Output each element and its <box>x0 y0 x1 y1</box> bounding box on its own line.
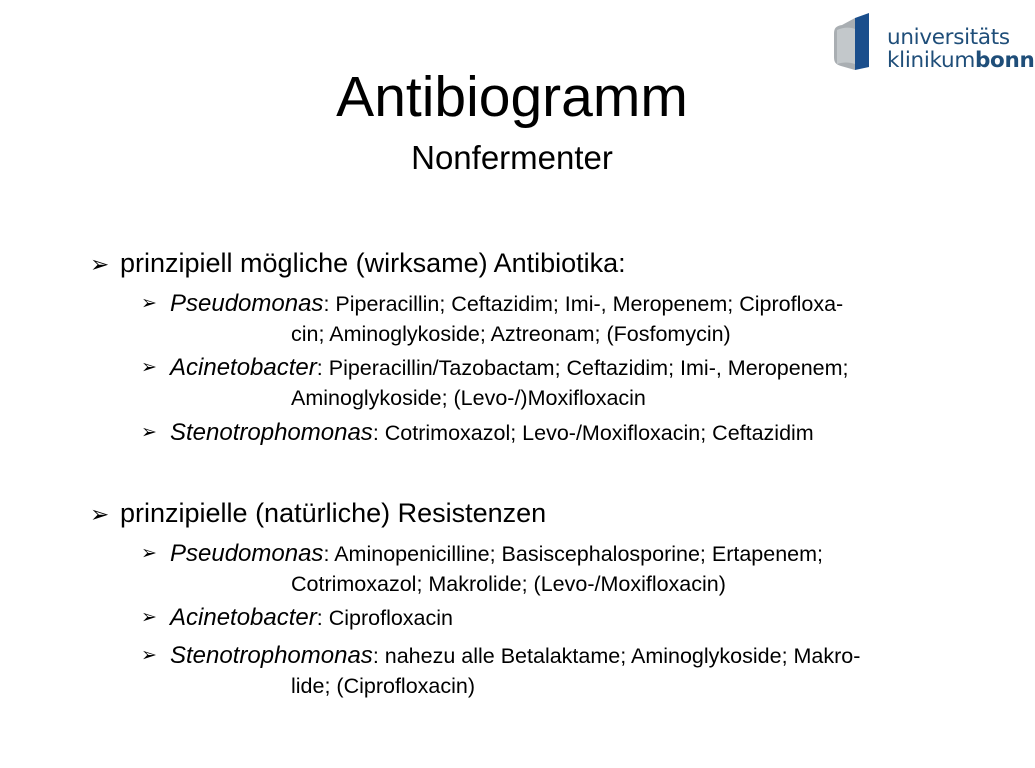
genus-name: Acinetobacter <box>170 604 317 631</box>
slide-subtitle: Nonfermenter <box>411 139 613 176</box>
list-item-line1 <box>170 641 860 671</box>
list-item-line2: Cotrimoxazol; Makrolide; (Levo-/Moxifloxacin) <box>291 572 726 596</box>
arrow-bullet-icon: ➢ <box>90 501 110 527</box>
arrow-bullet-icon: ➢ <box>141 607 157 628</box>
logo-line1: universitäts <box>887 25 1010 50</box>
logo-line2-bold: bonn <box>974 48 1035 73</box>
genus-separator: : <box>323 542 330 566</box>
arrow-bullet-icon: ➢ <box>141 357 157 378</box>
list-item-line1 <box>170 603 453 633</box>
section-heading-text: prinzipiell mögliche (wirksame) Antibiotika: <box>120 248 626 278</box>
antibiotics-text: Aminopenicilline; Basiscephalosporine; Ertapenem; <box>329 542 824 566</box>
list-item-line1 <box>170 418 814 448</box>
genus-name: Stenotrophomonas <box>170 419 373 446</box>
list-item-line2: Aminoglykoside; (Levo-/)Moxifloxacin <box>291 386 646 410</box>
genus-name: Pseudomonas <box>170 540 324 567</box>
genus-separator: : <box>316 606 323 630</box>
arrow-bullet-icon: ➢ <box>90 251 110 277</box>
list-item-line2: lide; (Ciprofloxacin) <box>291 674 476 698</box>
antibiotics-text: Piperacillin; Ceftazidim; Imi-, Meropenem; Ciprofloxa- <box>329 292 844 316</box>
list-item-line2: cin; Aminoglykoside; Aztreonam; (Fosfomycin) <box>291 322 731 346</box>
list-item-line1 <box>170 539 823 569</box>
genus-name: Pseudomonas <box>170 290 324 317</box>
arrow-bullet-icon: ➢ <box>141 645 157 666</box>
genus-name: Stenotrophomonas <box>170 642 373 669</box>
section-heading <box>90 497 546 530</box>
genus-separator: : <box>372 644 379 668</box>
genus-separator: : <box>316 356 323 380</box>
section-heading <box>90 247 626 280</box>
arrow-bullet-icon: ➢ <box>141 293 157 314</box>
slide-title: Antibiogramm <box>336 65 688 129</box>
list-item-line1 <box>170 353 849 383</box>
genus-separator: : <box>372 421 379 445</box>
genus-separator: : <box>323 292 330 316</box>
arrow-bullet-icon: ➢ <box>141 543 157 564</box>
antibiotics-text: Ciprofloxacin <box>322 606 453 630</box>
logo-line2-regular: klinikum <box>887 48 975 73</box>
genus-name: Acinetobacter <box>170 354 317 381</box>
antibiotics-text: Piperacillin/Tazobactam; Ceftazidim; Imi-, Meropenem; <box>322 356 849 380</box>
section-heading-text: prinzipielle (natürliche) Resistenzen <box>120 498 547 528</box>
list-item-line1 <box>170 289 843 319</box>
arrow-bullet-icon: ➢ <box>141 422 157 443</box>
antibiotics-text: nahezu alle Betalaktame; Aminoglykoside; Makro- <box>378 644 861 668</box>
antibiotics-text: Cotrimoxazol; Levo-/Moxifloxacin; Ceftazidim <box>378 421 814 445</box>
